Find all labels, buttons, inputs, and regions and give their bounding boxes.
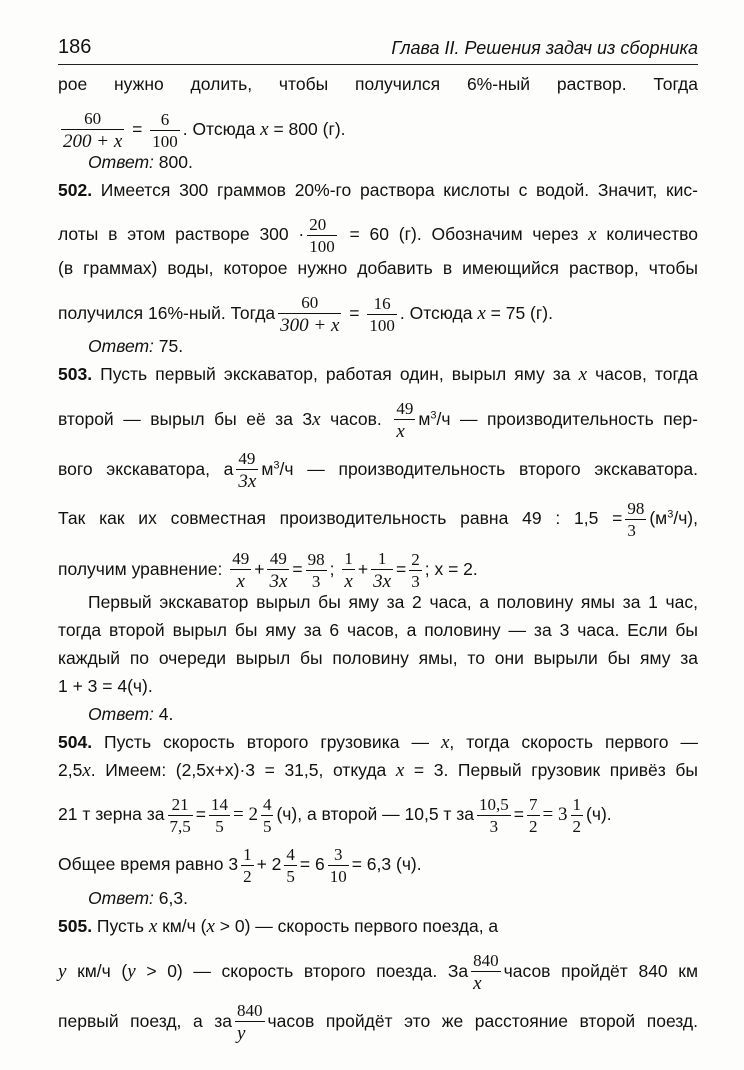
- problem-503-line: 1 + 3 = 4(ч).: [58, 676, 153, 696]
- fraction: $\frac{98}{3}$: [307, 550, 325, 591]
- fraction: $\frac{6}{100}$: [152, 110, 178, 151]
- problem-504-line: 504. Пусть скорость второго грузовика — x, тогда скорость первого —: [58, 732, 699, 753]
- fraction: $\frac{21}{7,5}$: [169, 795, 191, 836]
- fraction: $\frac{2}{3}$: [411, 550, 420, 591]
- problem-503-line: Так как их совместная производительность равна 49 : 1,5 = $\frac{98}{3}$ $(м^3/ч)$,: [58, 499, 698, 540]
- page-number: 186: [58, 36, 92, 58]
- fraction: $\frac{10,5}{3}$: [479, 795, 509, 836]
- fraction: $\frac{840}{y}$: [237, 1001, 263, 1044]
- problem-503-line: Первый экскаватор вырыл бы яму за 2 часа, а половину ямы за 1 час,: [88, 592, 698, 612]
- equation-line: $\frac{60}{200 + x}$ = $\frac{6}{100}$ . Отсюда x = 800 (г).: [63, 109, 346, 152]
- fraction: $\frac{4}{5}$: [286, 845, 295, 886]
- problem-504-line: 21 т зерна за $\frac{21}{7,5}$ = $\frac{14}{5}$ = 2 $\frac{4}{5}$ (ч), а второй — 10,5 т за $\frac{10,5}{3}$ = $\frac{7}{2}$ = 3 $\frac{1}{2}$ (ч).: [58, 795, 612, 836]
- fraction: $\frac{49}{3x}$: [238, 449, 257, 492]
- problem-503-line: 503. Пусть первый экскаватор, работая один, вырыл яму за x часов, тогда: [58, 364, 698, 385]
- problem-504-line: Общее время равно 3 $\frac{1}{2}$ + 2 $\frac{4}{5}$ = 6 $\frac{3}{10}$ = 6,3 (ч).: [58, 845, 422, 886]
- text-line: рое нужно долить, чтобы получился 6%-ный раствор. Тогда: [58, 74, 698, 94]
- answer-504: Ответ: 6,3.: [88, 888, 188, 908]
- problem-505-line: y км/ч (y > 0) — скорость второго поезда. За $\frac{840}{x}$ часов пройдёт 840 км: [58, 951, 698, 994]
- problem-502-line: (в граммах) воды, которое нужно добавить в имеющийся раствор, чтобы: [58, 258, 698, 278]
- text-body: [58, 70, 699, 1044]
- problem-504-line: 2,5x. Имеем: (2,5x+x)·3 = 31,5, откуда x = 3. Первый грузовик привёз бы: [58, 760, 698, 781]
- fraction: $\frac{1}{2}$: [572, 795, 581, 836]
- problem-503-equation: получим уравнение: $\frac{49}{x}$ + $\frac{49}{3x}$ = $\frac{98}{3}$ ; $\frac{1}{x}$ + $\frac{1}{3x}$ = $\frac{2}{3}$ ; x = 2.: [58, 549, 478, 592]
- fraction: $\frac{49}{3x}$: [269, 549, 288, 592]
- fraction: $\frac{1}{3x}$: [373, 549, 392, 592]
- fraction: $\frac{60}{300 + x}$: [280, 293, 340, 336]
- problem-503-line: тогда второй вырыл бы яму за 6 часов, а половину — за 3 часа. Если бы: [58, 620, 698, 640]
- problem-503-line: второй — вырыл бы её за 3x часов. $\frac{49}{x}$ $м^3/ч$ — производительность пер-: [58, 399, 698, 442]
- fraction: $\frac{4}{5}$: [262, 795, 272, 836]
- fraction: $\frac{16}{100}$: [369, 294, 395, 335]
- fraction: $\frac{7}{2}$: [529, 795, 538, 836]
- fraction: $\frac{49}{x}$: [232, 549, 250, 592]
- answer-503: Ответ: 4.: [88, 704, 174, 724]
- problem-502-line: получился 16%-ный. Тогда $\frac{60}{300 + x}$ = $\frac{16}{100}$ . Отсюда x = 75 (г).: [58, 293, 553, 336]
- problem-503-line: вого экскаватора, а $\frac{49}{3x}$ $м^3/ч$ — производительность второго экскаватора.: [58, 449, 699, 492]
- fraction: $\frac{49}{x}$: [396, 399, 414, 442]
- page-header: [58, 36, 698, 65]
- fraction: $\frac{98}{3}$: [627, 499, 645, 540]
- answer-502: Ответ: 75.: [88, 336, 184, 356]
- fraction: $\frac{60}{200 + x}$: [63, 109, 123, 152]
- fraction: $\frac{1}{x}$: [344, 549, 353, 592]
- problem-503-line: каждый по очереди вырыл бы половину ямы, то они вырыли бы яму за: [58, 648, 698, 668]
- fraction: $\frac{20}{100}$: [309, 215, 335, 256]
- fraction: $\frac{14}{5}$: [211, 795, 228, 836]
- answer-501: Ответ: 800.: [88, 152, 193, 172]
- problem-502-line: лоты в этом растворе 300 · $\frac{20}{100}$ = 60 (г). Обозначим через x количество: [58, 215, 698, 256]
- fraction: $\frac{1}{2}$: [243, 845, 252, 886]
- fraction: $\frac{3}{10}$: [329, 845, 347, 886]
- chapter-title: Глава II. Решения задач из сборника: [391, 38, 698, 58]
- problem-505-line: 505. Пусть x км/ч (x > 0) — скорость первого поезда, а: [58, 916, 499, 937]
- fraction: $\frac{840}{x}$: [473, 951, 499, 994]
- problem-505-line: первый поезд, а за $\frac{840}{y}$ часов пройдёт это же расстояние второй поезд.: [58, 1001, 699, 1044]
- problem-502-line: 502. Имеется 300 граммов 20%-го раствора кислоты с водой. Значит, кис-: [58, 180, 698, 200]
